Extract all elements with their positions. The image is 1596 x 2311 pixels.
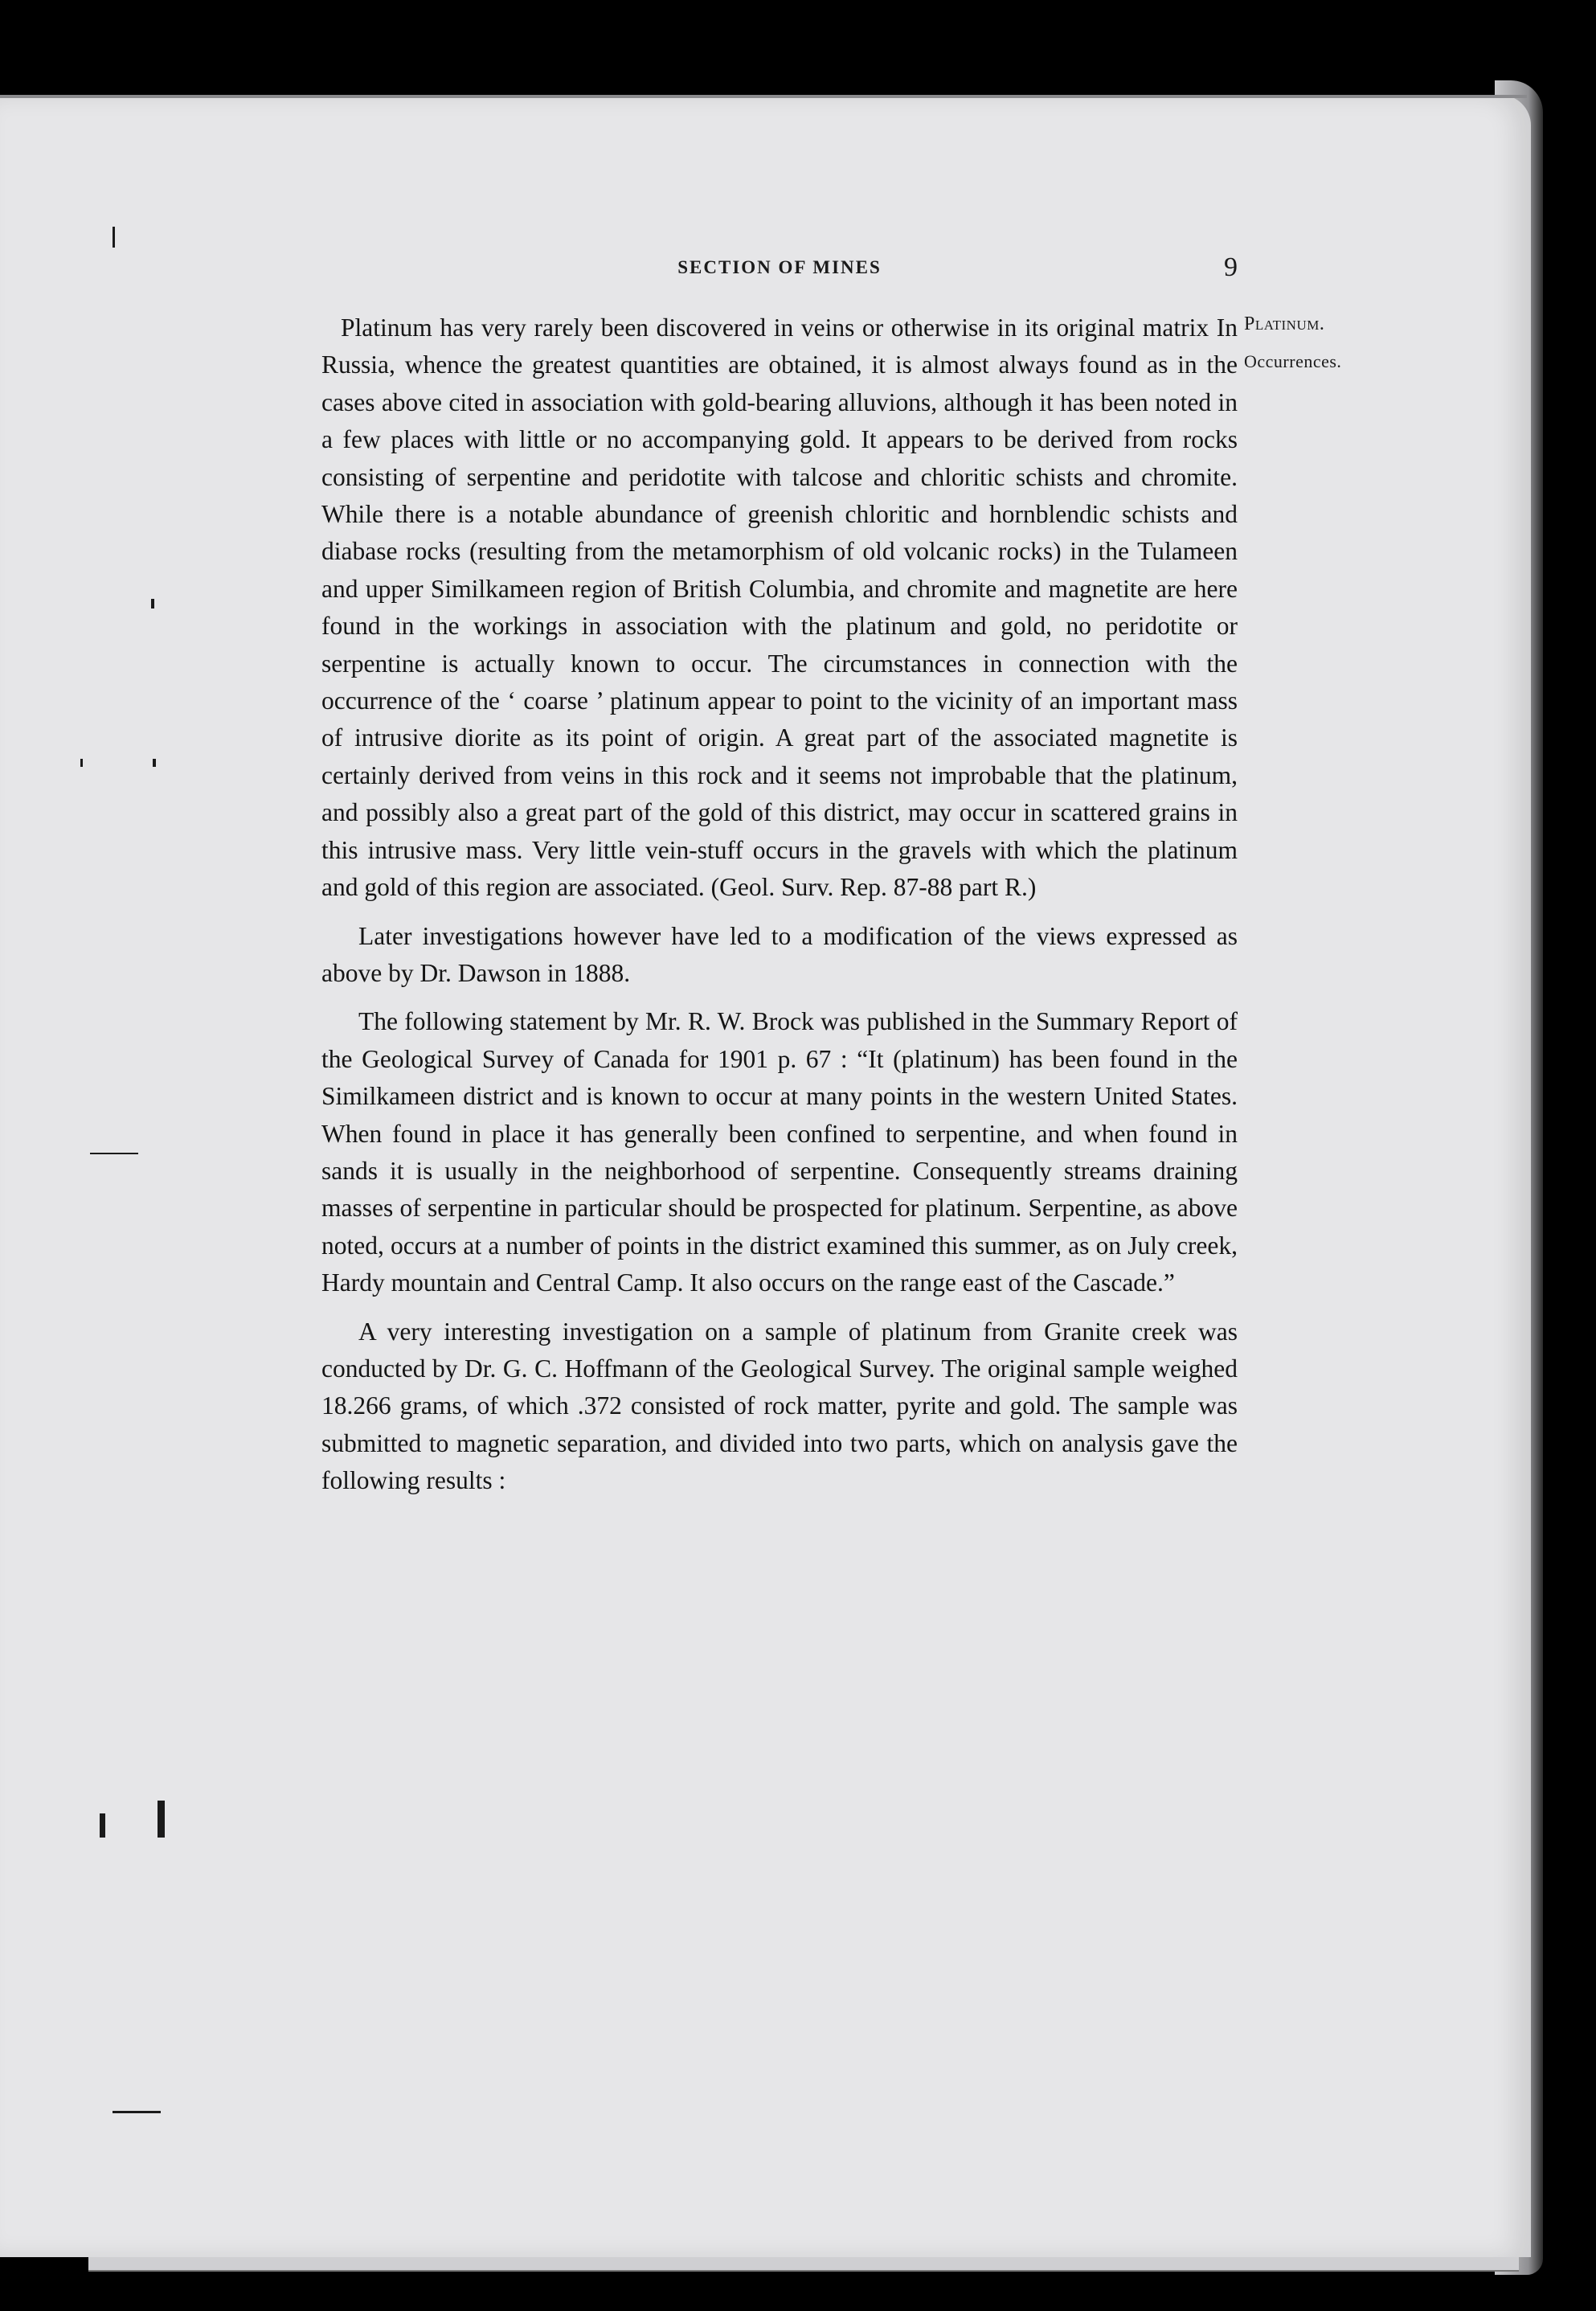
- scan-mark: [113, 2111, 161, 2113]
- scan-mark: [153, 759, 156, 767]
- scan-mark: [158, 1801, 165, 1838]
- paragraph-platinum-occurrence: Platinum has very rarely been discovered in veins or otherwise in its original matrix In Russia, whence the greatest quantities are obtained, it is almost always found as in the cases above cited in association with gold-bearing alluvions, although it has been noted in a few places with little or no accompanying gold. It appears to be derived from rocks consisting of serpentine and peridotite with talcose and chloritic schists and chromite. While there is a notable abundance of greenish chloritic and hornblendic schists and diabase rocks (resulting from the metamorphism of old volcanic rocks) in the Tulameen and upper Similkameen region of British Columbia, and chromite and magnetite are here found in the workings in association with the platinum and gold, no peridotite or serpentine is actually known to occur. The circumstances in connection with the occurrence of the ‘ coarse ’ platinum appear to point to the vicinity of an important mass of intrusive diorite as its point of origin. A great part of the associated magnetite is certainly derived from veins in this rock and it seems not improbable that the platinum, and possibly also a great part of the gold of this district, may occur in scattered grains in this intrusive mass. Very little vein-stuff occurs in the gravels with which the platinum and gold of this region are associated. (Geol. Surv. Rep. 87-88 part R.): [321, 313, 1238, 902]
- paragraph-brock-statement: The following statement by Mr. R. W. Brock was published in the Summary Report of the Geological Survey of Canada for 1901 p. 67 : “It (platinum) has been found in the Similkameen district and is known to occur at many points in the western United States. When found in place it has generally been confined to serpentine, and when found in sands it is usually in the neighborhood of serpentine. Consequently streams draining masses of serpentine in particular should be prospected for platinum. Serpentine, as above noted, occurs at a number of points in the district examined this summer, as on July creek, Hardy mountain and Central Camp. It also occurs on the range east of the Cascade.”: [321, 1007, 1238, 1297]
- scan-mark: [151, 599, 154, 608]
- margin-note-occurrences: Occurrences.: [1244, 351, 1342, 371]
- running-head: [321, 252, 1238, 289]
- scan-mark: [100, 1813, 105, 1838]
- section-title: SECTION OF MINES: [677, 257, 882, 277]
- page-number: 9: [1224, 252, 1238, 282]
- margin-note-platinum: Platinum.: [1244, 313, 1325, 334]
- scan-mark: [113, 227, 115, 248]
- body-text: [321, 309, 1238, 1511]
- scan-mark: [90, 1153, 138, 1154]
- paragraph-hoffmann-investigation: A very interesting investigation on a sample of platinum from Granite creek was conducted by Dr. G. C. Hoffmann of the Geological Survey. The original sample weighed 18.266 grams, of which .372 consisted of rock matter, pyrite and gold. The sample was submitted to magnetic separation, and divided into two parts, which on analysis gave the following results :: [321, 1317, 1238, 1495]
- page-top-edge: [0, 95, 1527, 98]
- paragraph-later-investigations: Later investigations however have led to a modification of the views expressed as above by Dr. Dawson in 1888.: [321, 921, 1238, 987]
- scan-mark: [80, 759, 83, 767]
